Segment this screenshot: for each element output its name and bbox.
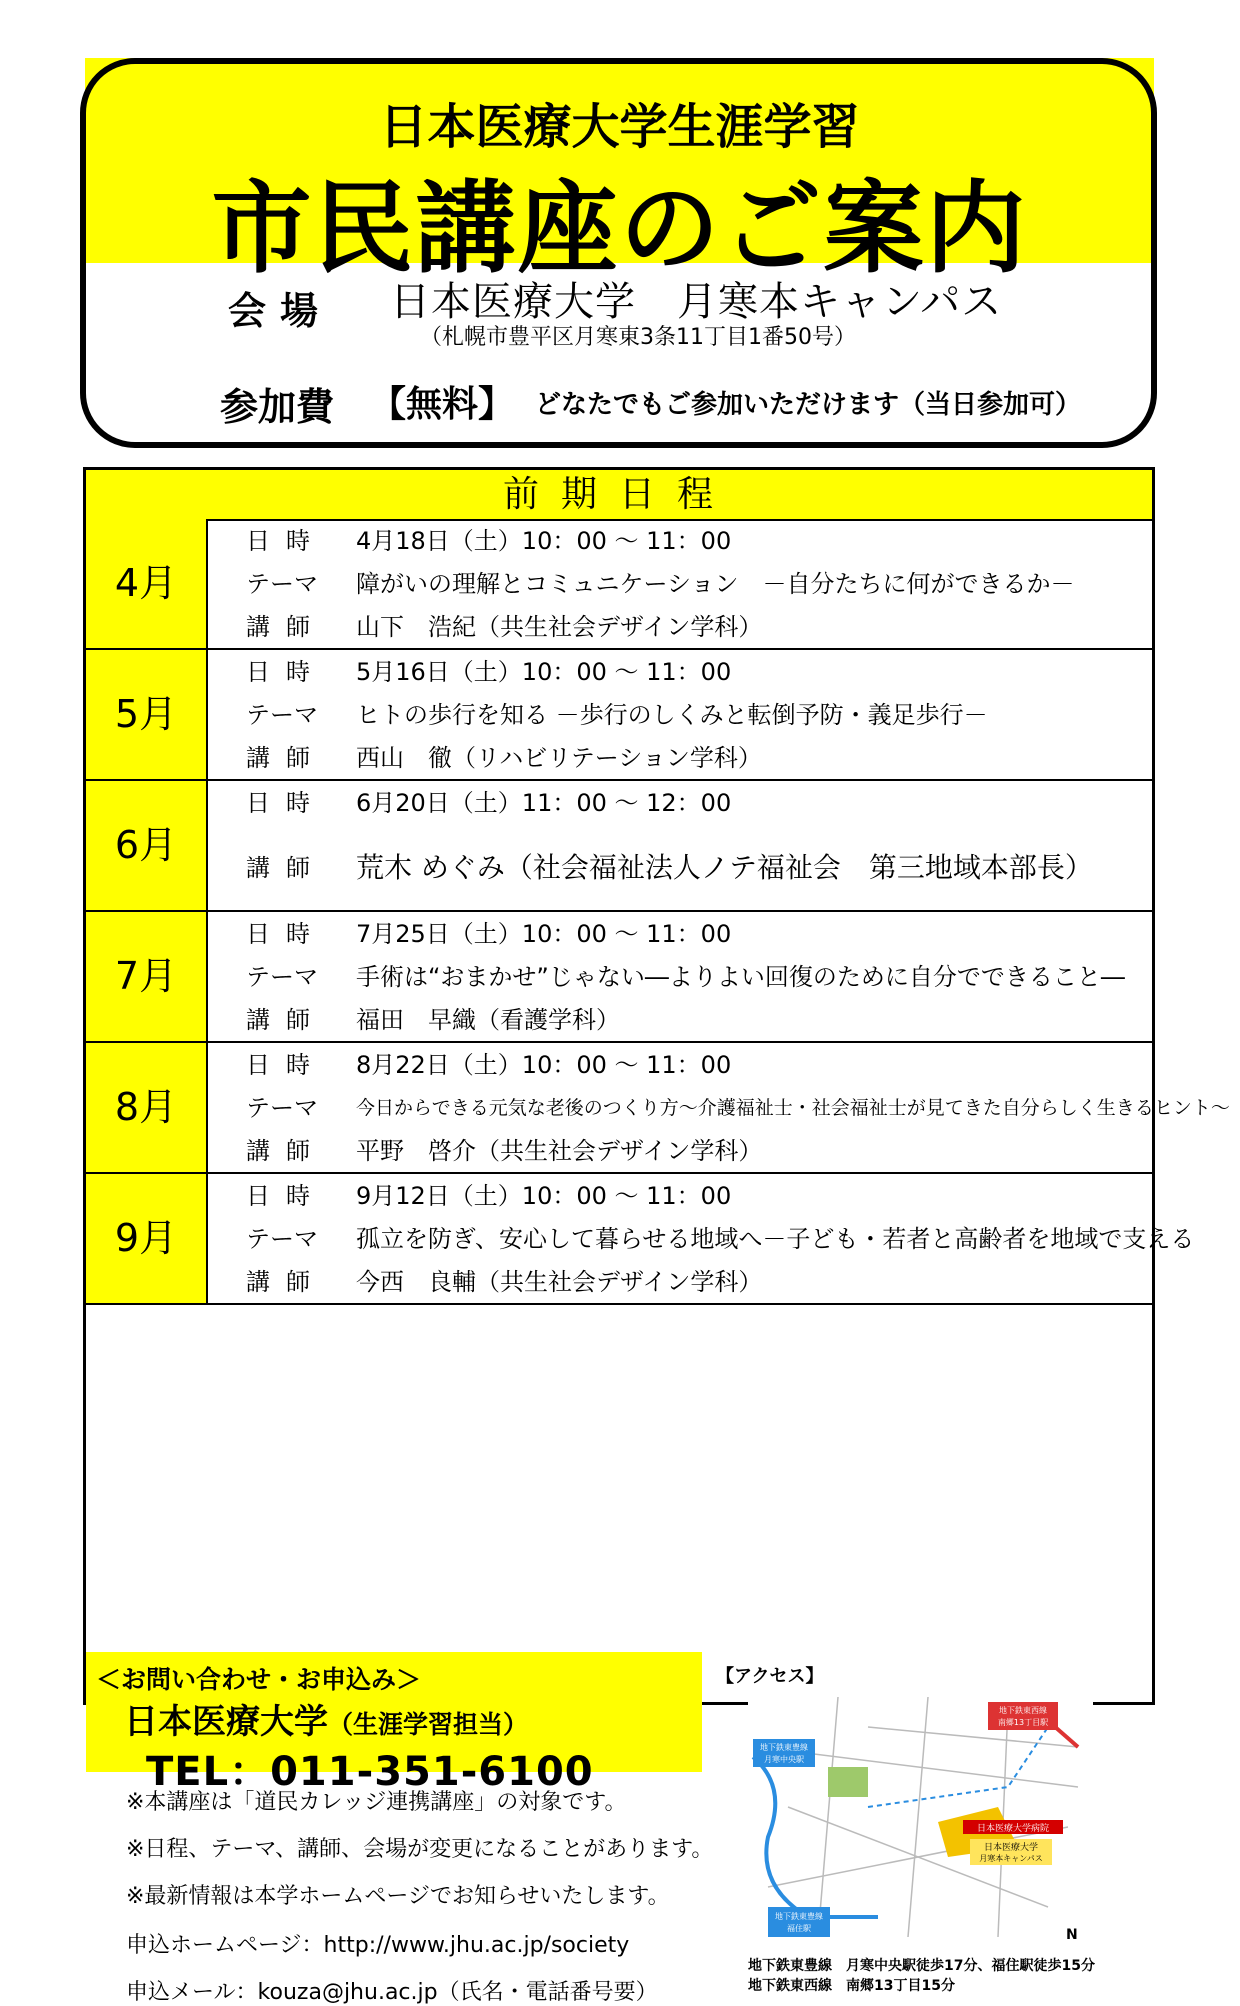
venue-label: 会場 [228, 289, 333, 333]
session-datetime-line [208, 783, 1152, 823]
session-lecturer-value: 福田 早織（看護学科） [356, 1006, 620, 1034]
session-theme-value: 今日からできる元気な老後のつくり方～介護福祉士・社会福祉士が見てきた自分らしく生きるヒント～ [356, 1097, 1230, 1119]
session-datetime-label: 日時 [246, 789, 326, 817]
access-tozai-line: 地下鉄東西線 南郷13丁目15分 [748, 1978, 955, 1994]
session-details [208, 781, 1152, 910]
session-details [208, 650, 1152, 779]
session-lecturer-line [208, 607, 1152, 647]
fee-label: 参加費 [220, 385, 335, 429]
map-campus-sub-label: 月寒本キャンパス [979, 1854, 1043, 1863]
session-details [208, 1174, 1195, 1303]
header-box [80, 58, 1159, 443]
session-theme-line [208, 564, 1152, 604]
session-lecturer-label: 講師 [246, 1137, 326, 1165]
map-tozai-line-label: 地下鉄東西線 [999, 1706, 1047, 1715]
session-theme-label: テーマ [246, 701, 318, 729]
session-datetime-label: 日時 [246, 1051, 326, 1079]
note-latest-info: ※最新情報は本学ホームページでお知らせいたします。 [126, 1884, 670, 1909]
session-datetime-value: 4月18日（土）10：00 ～ 11：00 [356, 527, 732, 555]
session-theme-label: テーマ [246, 1094, 318, 1122]
schedule-row [86, 1043, 1230, 1174]
schedule-table [83, 467, 1230, 2005]
org-title: 日本医療大学生涯学習 [379, 99, 860, 155]
session-lecturer-value: 西山 徹（リハビリテーション学科） [356, 744, 762, 772]
session-month: 4月 [86, 519, 208, 648]
map-campus-label: 日本医療大学 [983, 1843, 1039, 1853]
session-lecturer-label: 講師 [246, 854, 326, 882]
session-datetime-label: 日時 [246, 920, 326, 948]
session-theme-line [208, 695, 1152, 735]
session-lecturer-line [208, 738, 1152, 778]
session-month: 5月 [86, 650, 208, 779]
session-lecturer-value: 山下 浩紀（共生社会デザイン学科） [356, 613, 763, 641]
session-datetime-value: 8月22日（土）10：00 ～ 11：00 [356, 1051, 732, 1079]
fee-note: どなたでもご参加いただけます（当日参加可） [535, 390, 1082, 420]
note-dohmin-college: ※本講座は「道民カレッジ連携講座」の対象です。 [126, 1790, 627, 1815]
session-details [208, 519, 1152, 648]
session-datetime-line [208, 1176, 1152, 1216]
map-toho-line-label-2: 地下鉄東豊線 [775, 1912, 823, 1921]
apply-homepage-link[interactable]: 申込ホームページ：http://www.jhu.ac.jp/society [126, 1933, 630, 1958]
session-theme-label: テーマ [246, 1225, 318, 1253]
session-lecturer-value: 平野 啓介（共生社会デザイン学科） [356, 1137, 763, 1165]
session-theme-line [208, 1219, 1195, 1259]
session-lecturer-label: 講師 [246, 613, 326, 641]
session-theme-line [208, 1088, 1230, 1128]
session-theme-label: テーマ [246, 570, 318, 598]
contact-box [86, 1652, 702, 1795]
contact-org-name: 日本医療大学 [124, 1702, 328, 1742]
session-datetime-label: 日時 [246, 658, 326, 686]
session-theme-label: テーマ [246, 963, 318, 991]
schedule-title: 前期日程 [86, 470, 1152, 521]
access-panel [708, 1652, 1129, 1997]
session-datetime-line [208, 521, 1152, 561]
session-month: 7月 [86, 912, 208, 1041]
venue-address: （札幌市豊平区月寒東3条11丁目1番50号） [420, 325, 856, 350]
session-theme-line [208, 957, 1152, 997]
session-details [208, 912, 1152, 1041]
map-nango-station-label: 南郷13丁目駅 [997, 1718, 1049, 1727]
session-month: 8月 [86, 1043, 208, 1172]
session-lecturer-line [208, 1000, 1152, 1040]
session-lecturer-line [208, 1131, 1152, 1171]
access-toho-line: 地下鉄東豊線 月寒中央駅徒歩17分、福住駅徒歩15分 [748, 1958, 1095, 1974]
map-fukuzumi-label: 福住駅 [787, 1924, 811, 1933]
contact-org-sub: （生涯学習担当） [328, 1710, 529, 1739]
session-datetime-line [208, 1045, 1152, 1085]
note-schedule-change: ※日程、テーマ、講師、会場が変更になることがあります。 [126, 1837, 714, 1862]
schedule-row [86, 1174, 1195, 1305]
map-hospital-label: 日本医療大学病院 [976, 1824, 1050, 1834]
session-month: 6月 [86, 781, 208, 910]
session-lecturer-value: 荒木 めぐみ（社会福祉法人ノテ福祉会 第三地域本部長） [356, 851, 1093, 884]
schedule-row [86, 781, 1152, 912]
session-lecturer-value: 今西 良輔（共生社会デザイン学科） [356, 1268, 763, 1296]
session-month: 9月 [86, 1174, 208, 1303]
map-toho-line-label: 地下鉄東豊線 [760, 1743, 808, 1752]
session-lecturer-label: 講師 [246, 1268, 326, 1296]
session-lecturer-line [208, 848, 1152, 888]
session-theme-value: 障がいの理解とコミュニケーション －自分たちに何ができるか－ [356, 570, 1075, 598]
schedule-row [86, 912, 1152, 1043]
session-theme-value: ヒトの歩行を知る －歩行のしくみと転倒予防・義足歩行－ [356, 701, 988, 729]
session-datetime-value: 9月12日（土）10：00 ～ 11：00 [356, 1182, 732, 1210]
session-theme-value: 手術は“おまかせ”じゃない―よりよい回復のために自分でできること― [356, 963, 1125, 991]
session-datetime-line [208, 652, 1152, 692]
session-lecturer-label: 講師 [246, 744, 326, 772]
contact-org [124, 1694, 528, 1743]
session-details [208, 1043, 1230, 1172]
schedule-row [86, 519, 1152, 650]
session-datetime-label: 日時 [246, 1182, 326, 1210]
map-tsukisamu-chuo-label: 月寒中央駅 [764, 1755, 804, 1764]
session-datetime-value: 7月25日（土）10：00 ～ 11：00 [356, 920, 732, 948]
contact-tel: TEL：011-351-6100 [146, 1749, 594, 1795]
page-title: 市民講座のご案内 [211, 170, 1028, 287]
session-datetime-value: 5月16日（土）10：00 ～ 11：00 [356, 658, 732, 686]
access-map [748, 1687, 1093, 1945]
access-title: 【アクセス】 [716, 1666, 824, 1687]
schedule-row [86, 650, 1152, 781]
session-datetime-value: 6月20日（土）11：00 ～ 12：00 [356, 789, 732, 817]
contact-heading: ＜お問い合わせ・お申込み＞ [96, 1665, 422, 1694]
session-theme-value: 孤立を防ぎ、安心して暮らせる地域へ－子ども・若者と高齢者を地域で支える [356, 1225, 1195, 1253]
map-north-indicator: N [1066, 1927, 1078, 1943]
apply-email-link[interactable]: 申込メール：kouza@jhu.ac.jp（氏名・電話番号要） [126, 1980, 658, 2005]
session-lecturer-label: 講師 [246, 1006, 326, 1034]
venue-name: 日本医療大学 月寒本キャンパス [390, 279, 1003, 325]
session-datetime-line [208, 914, 1152, 954]
session-datetime-label: 日時 [246, 527, 326, 555]
fee-value: 【無料】 [370, 384, 515, 425]
session-lecturer-line [208, 1262, 1152, 1302]
